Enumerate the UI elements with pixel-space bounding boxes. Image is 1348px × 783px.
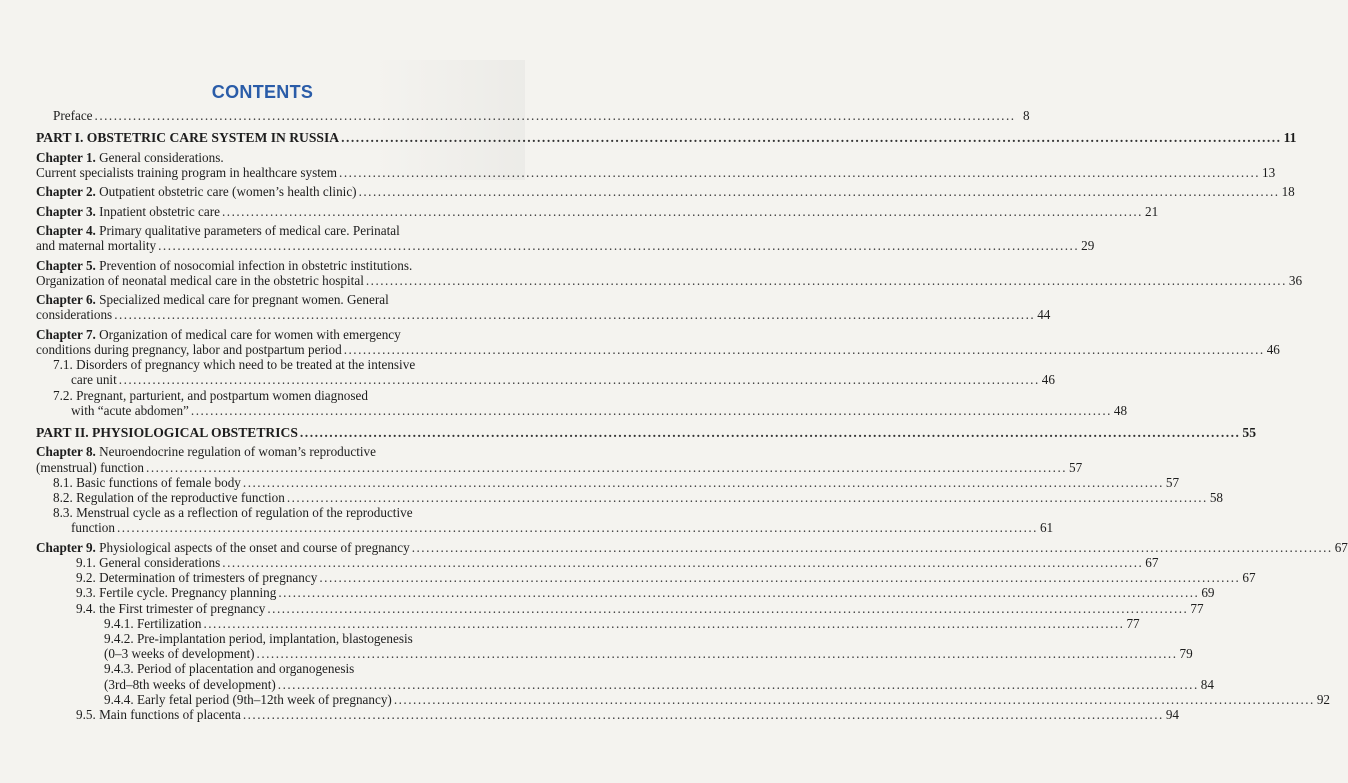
page-number: 77	[1126, 615, 1140, 631]
toc-entry-chapter-6[interactable]: Chapter 6. Specialized medical care for pregnant women. General considerations ..... 44	[36, 292, 486, 322]
toc-entry-chapter-1[interactable]: Chapter 1. General considerations. Current specialists training program in healthcare system ..... 13	[36, 150, 486, 180]
page-number: 11	[1283, 130, 1297, 146]
toc-entry-section-7-2[interactable]: 7.2. Pregnant, parturient, and postpartum women diagnosed with “acute abdomen” ..... 48	[36, 388, 486, 418]
page-number: 29	[1081, 238, 1095, 254]
page-number: 36	[1288, 272, 1303, 288]
toc-entry-chapter-5[interactable]: Chapter 5. Prevention of nosocomial infection in obstetric institutions. Organization of neonatal medical care in the obstetric hospital ..... 36	[36, 258, 486, 288]
toc-entry-section-9-1[interactable]: 9.1. General considerations ..... 67	[36, 555, 486, 570]
toc-entry-part-2[interactable]: PART II. PHYSIOLOGICAL OBSTETRICS ..... 55	[36, 425, 486, 440]
toc-entry-chapter-3[interactable]: Chapter 3. Inpatient obstetric care ..... 21	[36, 204, 486, 219]
toc-entry-section-7-1[interactable]: 7.1. Disorders of pregnancy which need to be treated at the intensive care unit ..... 46	[36, 357, 486, 387]
toc-entry-chapter-2[interactable]: Chapter 2. Outpatient obstetric care (women’s health clinic) ..... 18	[36, 184, 486, 199]
page-number: 61	[1039, 520, 1054, 536]
toc-entry-section-9-5[interactable]: 9.5. Main functions of placenta ..... 94	[36, 707, 486, 722]
toc-entry-section-9-2[interactable]: 9.2. Determination of trimesters of pregnancy ..... 67	[36, 570, 486, 585]
toc-entry-section-8-3[interactable]: 8.3. Menstrual cycle as a reflection of regulation of the reproductive function ..... 61	[36, 505, 486, 535]
page-number: 69	[1201, 585, 1215, 601]
page-number: 57	[1165, 474, 1180, 490]
page-number: 46	[1266, 341, 1280, 357]
toc-entry-chapter-8[interactable]: Chapter 8. Neuroendocrine regulation of woman’s reproductive (menstrual) function ..... 57	[36, 444, 486, 474]
toc-entry-section-9-4-1[interactable]: 9.4.1. Fertilization ..... 77	[36, 616, 486, 631]
page-number: 58	[1209, 489, 1224, 505]
table-of-contents	[36, 108, 1348, 722]
toc-entry-part-1[interactable]: PART I. OBSTETRIC CARE SYSTEM IN RUSSIA ..... 11	[36, 130, 486, 145]
page-number: 94	[1165, 707, 1179, 722]
page-number: 18	[1281, 184, 1295, 200]
toc-entry-chapter-4[interactable]: Chapter 4. Primary qualitative parameters of medical care. Perinatal and maternal mortality ..... 29	[36, 223, 486, 253]
page-number: 13	[1262, 164, 1276, 180]
page-number: 21	[1144, 203, 1159, 219]
page-number: 46	[1041, 372, 1055, 388]
toc-entry-section-9-4-4[interactable]: 9.4.4. Early fetal period (9th–12th week of pregnancy) ..... 92	[36, 692, 486, 707]
toc-entry-section-9-4-3[interactable]: 9.4.3. Period of placentation and organogenesis (3rd–8th weeks of development) ..... 84	[36, 661, 486, 691]
page-number: 67	[1145, 554, 1159, 570]
page-number: 57	[1069, 459, 1083, 475]
page-title: CONTENTS	[211, 82, 314, 102]
page-number: 92	[1316, 691, 1331, 707]
toc-entry-section-8-2[interactable]: 8.2. Regulation of the reproductive function ..... 58	[36, 490, 486, 505]
page-number: 67	[1242, 570, 1256, 586]
page-number: 79	[1179, 646, 1193, 662]
toc-entry-section-9-3[interactable]: 9.3. Fertile cycle. Pregnancy planning ..... 69	[36, 585, 486, 600]
page-number: 8	[1022, 108, 1030, 123]
page-number: 55	[1242, 424, 1256, 440]
toc-entry-chapter-7[interactable]: Chapter 7. Organization of medical care for women with emergency conditions during pregnancy, labor and postpartum period ..... 46	[36, 327, 486, 357]
toc-entry-section-9-4-2[interactable]: 9.4.2. Pre-implantation period, implantation, blastogenesis (0–3 weeks of development) ..... 79	[36, 631, 486, 661]
toc-entry-section-8-1[interactable]: 8.1. Basic functions of female body ..... 57	[36, 475, 486, 490]
toc-entry-section-9-4[interactable]: 9.4. the First trimester of pregnancy ..... 77	[36, 601, 486, 616]
page-number: 84	[1200, 676, 1214, 692]
page-number: 44	[1037, 307, 1051, 323]
page-number: 67	[1334, 539, 1348, 555]
page-number: 48	[1113, 402, 1128, 418]
toc-entry-chapter-9[interactable]: Chapter 9. Physiological aspects of the onset and course of pregnancy ..... 67	[36, 540, 486, 555]
page-number: 77	[1190, 600, 1204, 616]
toc-entry-preface[interactable]: Preface ..... 8	[36, 108, 486, 123]
